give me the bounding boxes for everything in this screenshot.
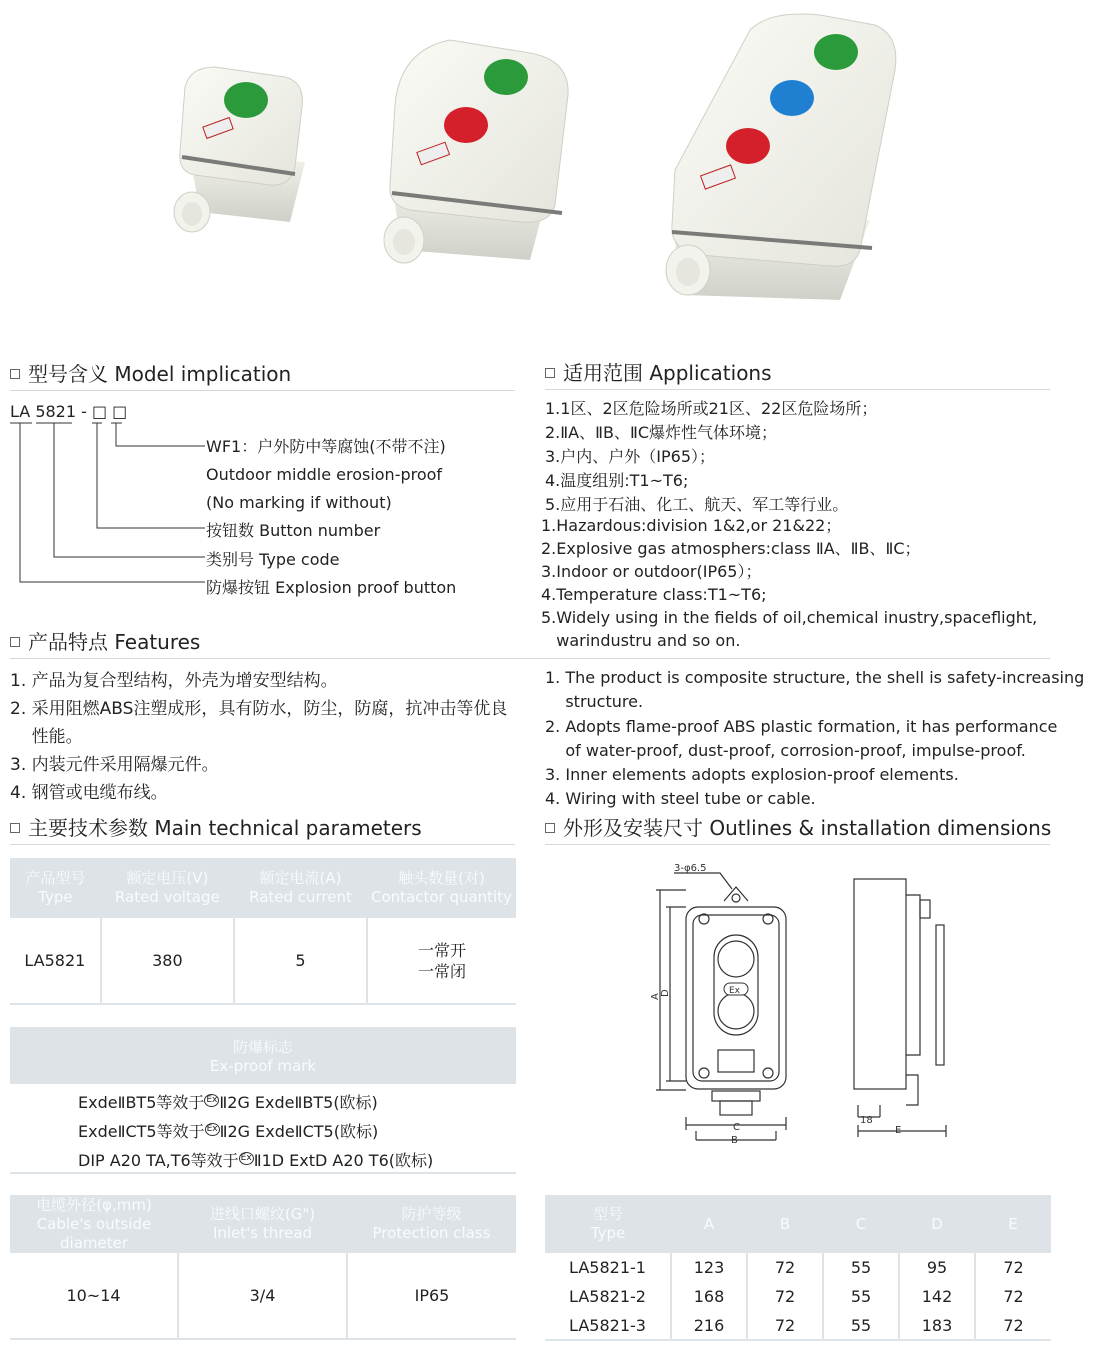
table-cell: 168	[671, 1282, 747, 1311]
ex-mark-text: ExdeⅡBT5等效于	[78, 1093, 205, 1112]
table-cell: LA5821	[10, 918, 101, 1004]
application-item: 4.温度组别:T1~T6;	[545, 471, 689, 490]
table-header: A	[671, 1195, 747, 1253]
divider	[545, 844, 1050, 845]
parameters-title: 主要技术参数 Main technical parameters	[10, 812, 422, 841]
table-cell: LA5821-2	[545, 1282, 671, 1311]
table-cell: 55	[823, 1282, 899, 1311]
table-cell: 55	[823, 1253, 899, 1282]
dimension-b-label: B	[731, 1135, 738, 1146]
feature-cn: 1. 产品为复合型结构，外壳为增安型结构。	[10, 671, 338, 691]
table-header: B	[747, 1195, 823, 1253]
table-header: 触头数量(对) Contactor quantity	[367, 858, 516, 918]
table-cell: 10~14	[10, 1253, 178, 1339]
table-cell: 3/4	[178, 1253, 347, 1339]
table-row	[545, 1253, 1051, 1282]
ex-symbol-icon: Ex	[240, 1152, 252, 1163]
table-cell: 95	[899, 1253, 975, 1282]
product-3-button-green	[814, 34, 858, 70]
table-header: 防护等级 Protection class	[347, 1195, 516, 1253]
divider	[10, 1172, 516, 1174]
application-item: 2.Explosive gas atmosphers:class ⅡA、ⅡB、ⅡC；	[541, 539, 921, 558]
table-header: 进线口螺纹(G") Inlet's thread	[178, 1195, 347, 1253]
product-photos	[0, 0, 1100, 320]
table-cell: 55	[823, 1311, 899, 1340]
model-code: LA 5821 - □ □	[10, 402, 128, 421]
dimension-d-label: D	[660, 989, 671, 997]
dimension-e-label: E	[895, 1125, 902, 1136]
square-bullet-icon	[10, 823, 20, 833]
feature-en: 4. Wiring with steel tube or cable.	[545, 789, 816, 808]
product-2-button-red	[444, 107, 488, 143]
features-title: 产品特点 Features	[10, 626, 200, 655]
parameters-table	[10, 858, 516, 1005]
ex-mark-header: 防爆标志 Ex-proof mark	[10, 1027, 516, 1084]
square-bullet-icon	[10, 369, 20, 379]
divider	[10, 390, 515, 391]
feature-en: 2. Adopts flame-proof ABS plastic formation, it has performance	[545, 717, 1058, 736]
table-cell: 72	[1003, 1258, 1024, 1277]
ex-mark-line	[78, 1149, 433, 1172]
table-header: D	[899, 1195, 975, 1253]
feature-en: of water-proof, dust-proof, corrosion-proof, impulse-proof.	[545, 741, 1026, 760]
outline-drawing	[640, 855, 960, 1150]
feature-cn: 性能。	[10, 727, 83, 747]
ex-symbol-icon: Ex	[206, 1123, 218, 1134]
applications-title: 适用范围 Applications	[545, 357, 772, 386]
table-cell: 380	[101, 918, 234, 1004]
product-photo-1	[174, 67, 305, 232]
square-bullet-icon	[545, 368, 555, 378]
table-cell: 216	[671, 1311, 747, 1340]
square-bullet-icon	[10, 637, 20, 647]
divider	[545, 389, 1050, 390]
table-cell: 一常开 一常闭	[417, 940, 466, 981]
product-photo-2	[384, 40, 568, 263]
ex-mark-text: DIP A20 TA,T6等效于	[78, 1151, 239, 1170]
application-item: 5.Widely using in the fields of oil,chemical inustry,spaceflight,	[541, 608, 1038, 627]
model-line-outdoor: Outdoor middle erosion-proof	[206, 465, 443, 484]
table-cell: 5	[234, 918, 367, 1004]
table-header: C	[823, 1195, 899, 1253]
application-item: 3.Indoor or outdoor(IP65）；	[541, 562, 762, 581]
ex-label: Ex	[729, 986, 741, 996]
table-cell: LA5821-1	[545, 1253, 671, 1282]
application-item: 1.1区、2区危险场所或21区、22区危险场所；	[545, 399, 878, 418]
application-item: 3.户内、户外（IP65）；	[545, 447, 715, 466]
ex-mark-text: Ⅱ2G ExdeⅡCT5(欧标)	[219, 1122, 379, 1141]
table-cell: IP65	[414, 1286, 450, 1305]
ex-symbol-icon: Ex	[206, 1094, 218, 1105]
application-item: 5.应用于石油、化工、航天、军工等行业。	[545, 495, 849, 514]
table-header: E	[975, 1195, 1051, 1253]
dimensions-table	[545, 1195, 1051, 1341]
square-bullet-icon	[545, 823, 555, 833]
table-cell: LA5821-3	[545, 1311, 671, 1340]
product-photo-3	[666, 14, 896, 300]
model-code-connector-lines	[10, 420, 210, 590]
table-header: 额定电流(A) Rated current	[234, 858, 367, 918]
table-header: 型号 Type	[545, 1195, 671, 1253]
model-line-type-code: 类别号 Type code	[206, 550, 340, 569]
table-header: 电缆外径(φ,mm) Cable's outside diameter	[10, 1195, 178, 1253]
model-implication-title: 型号含义 Model implication	[10, 358, 291, 387]
application-item: 2.ⅡA、ⅡB、ⅡC爆炸性气体环境；	[545, 423, 777, 442]
table-cell: 72	[747, 1282, 823, 1311]
feature-en: 1. The product is composite structure, the shell is safety-increasing	[545, 668, 1085, 687]
table-cell: 72	[747, 1253, 823, 1282]
ex-mark-line	[78, 1120, 378, 1143]
model-line-button-number: 按钮数 Button number	[206, 521, 381, 540]
ex-mark-text: Ⅱ1D ExtD A20 T6(欧标)	[253, 1151, 434, 1170]
ex-mark-line	[78, 1091, 378, 1114]
application-item: 1.Hazardous:division 1&2,or 21&22；	[541, 516, 842, 535]
feature-cn: 2. 采用阻燃ABS注塑成形，具有防水，防尘，防腐，抗冲击等优良	[10, 699, 508, 719]
cable-table	[10, 1195, 516, 1340]
table-cell: 72	[1003, 1315, 1024, 1335]
dimension-c-label: C	[733, 1122, 740, 1133]
table-header: 产品型号 Type	[10, 858, 101, 918]
ex-mark-text: ExdeⅡCT5等效于	[78, 1122, 205, 1141]
table-header: 额定电压(V) Rated voltage	[101, 858, 234, 918]
divider	[10, 658, 1050, 659]
dimension-a-label: A	[650, 993, 661, 1000]
table-cell: 123	[671, 1253, 747, 1282]
ex-mark-text: Ⅱ2G ExdeⅡBT5(欧标)	[219, 1093, 378, 1112]
dimension-18-label: 18	[860, 1115, 873, 1126]
table-cell: 72	[1003, 1287, 1024, 1306]
product-1-button-green	[224, 82, 268, 118]
table-row	[10, 918, 516, 1004]
table-cell: 183	[899, 1311, 975, 1340]
product-3-button-red	[726, 128, 770, 164]
application-item: warindustru and so on.	[541, 631, 741, 650]
outline-title: 外形及安装尺寸 Outlines & installation dimensions	[545, 812, 1051, 841]
divider	[10, 844, 515, 845]
model-line-explosion-proof: 防爆按钮 Explosion proof button	[206, 578, 457, 597]
table-row	[545, 1282, 1051, 1311]
table-cell: 142	[899, 1282, 975, 1311]
hole-label: 3-φ6.5	[674, 863, 707, 874]
feature-en: structure.	[545, 692, 644, 711]
table-row	[10, 1253, 516, 1339]
application-item: 4.Temperature class:T1~T6;	[541, 585, 767, 604]
table-cell: 72	[747, 1311, 823, 1340]
table-row	[545, 1311, 1051, 1340]
model-line-no-marking: (No marking if without)	[206, 493, 392, 512]
product-2-button-green	[484, 59, 528, 95]
feature-en: 3. Inner elements adopts explosion-proof elements.	[545, 765, 959, 784]
model-line-wf1: WF1：户外防中等腐蚀(不带不注)	[206, 437, 446, 456]
feature-cn: 4. 钢管或电缆布线。	[10, 783, 168, 803]
feature-cn: 3. 内装元件采用隔爆元件。	[10, 755, 219, 775]
product-3-button-blue	[770, 80, 814, 116]
